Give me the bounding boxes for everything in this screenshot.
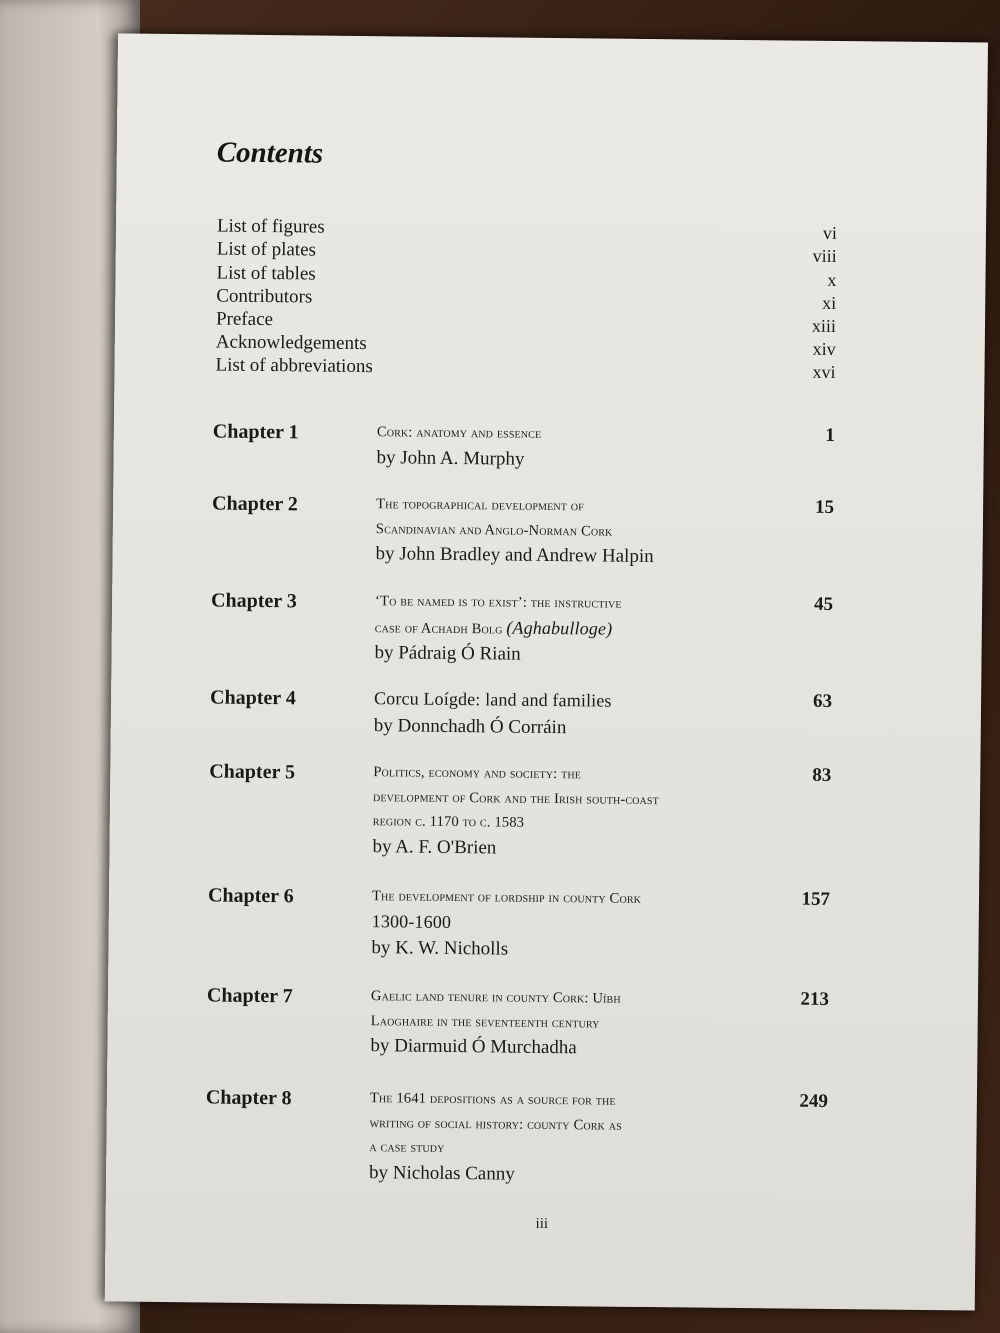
chapter-body xyxy=(374,589,795,669)
chapter-title-line: region c. 1170 to c. 1583 xyxy=(372,813,525,831)
chapter-author: by Diarmuid Ó Murchadha xyxy=(370,1035,577,1059)
chapter-title-text: 1300-1600 xyxy=(371,910,452,932)
chapter-page-number: 63 xyxy=(812,690,833,712)
front-matter-label: Preface xyxy=(215,308,274,331)
chapter-title-italic: (Aghabulloge) xyxy=(506,617,613,639)
chapter-author: by Donnchadh Ó Corráin xyxy=(373,714,567,738)
chapter-title-line: Scandinavian and Anglo-Norman Cork xyxy=(375,520,613,540)
chapter-body xyxy=(376,420,796,474)
chapter-title-line: ‘To be named is to exist’: the instructive xyxy=(375,593,622,612)
chapter-author: by K. W. Nicholls xyxy=(371,937,509,960)
chapter-label: Chapter 8 xyxy=(205,1086,292,1110)
page-title: Contents xyxy=(216,136,324,170)
chapter-page-number: 83 xyxy=(812,764,832,786)
chapter-body xyxy=(372,760,813,863)
page-folio: iii xyxy=(535,1215,549,1233)
chapter-author: by Nicholas Canny xyxy=(369,1161,515,1185)
chapter-body xyxy=(369,1086,790,1189)
chapter-title-line: The 1641 depositions as a source for the xyxy=(369,1090,616,1109)
book-page xyxy=(105,33,988,1310)
chapter-title-line: Politics, economy and society: the xyxy=(373,764,582,783)
front-matter-page: vi xyxy=(822,223,838,244)
chapter-page-number: 15 xyxy=(814,496,835,518)
front-matter-label: List of plates xyxy=(216,238,317,261)
chapter-author: by A. F. O'Brien xyxy=(372,835,497,858)
chapter-title-line: writing of social history: county Cork as xyxy=(369,1114,622,1134)
front-matter-list xyxy=(215,214,837,383)
front-matter-page: x xyxy=(827,269,837,290)
chapter-label: Chapter 6 xyxy=(207,884,294,908)
front-matter-page: xvi xyxy=(812,362,836,383)
chapter-title-text: Corcu Loígde: land and families xyxy=(373,688,612,711)
chapter-author: by Pádraig Ó Riain xyxy=(374,642,521,665)
chapter-entry-1 xyxy=(212,418,835,470)
front-matter-label: Contributors xyxy=(216,285,313,308)
chapter-entry-4 xyxy=(209,684,833,738)
chapter-entry-6 xyxy=(207,882,831,960)
chapter-label: Chapter 2 xyxy=(211,492,298,516)
chapter-title-line: The development of lordship in county Cork xyxy=(371,888,642,907)
front-matter-label: Acknowledgements xyxy=(215,331,367,355)
chapter-entry-5 xyxy=(209,758,832,858)
chapter-page-number: 157 xyxy=(801,888,831,910)
chapter-entry-3 xyxy=(210,587,834,665)
chapter-page-number: 213 xyxy=(800,988,830,1010)
chapter-title-line: The topographical development of xyxy=(376,496,585,515)
front-matter-page: xiv xyxy=(812,338,836,360)
chapter-title-line: Laoghaire in the seventeenth century xyxy=(370,1012,600,1032)
front-matter-label: List of abbreviations xyxy=(215,354,373,378)
chapter-entry-8 xyxy=(205,1084,828,1185)
chapter-body xyxy=(374,686,795,742)
front-matter-page: xi xyxy=(822,292,837,313)
chapter-entry-2 xyxy=(211,490,835,568)
chapter-label: Chapter 4 xyxy=(209,686,296,710)
front-matter-page: viii xyxy=(812,246,837,267)
chapter-title-line: development of Cork and the Irish south-coast xyxy=(372,788,660,808)
chapter-page-number: 249 xyxy=(799,1090,828,1112)
front-matter-label: List of figures xyxy=(216,215,325,238)
chapter-title-line: a case study xyxy=(369,1139,445,1156)
chapter-body xyxy=(375,492,796,570)
chapter-label: Chapter 7 xyxy=(206,984,293,1008)
chapter-title-line: Cork: anatomy and essence xyxy=(376,424,542,442)
chapter-title-line xyxy=(374,686,794,717)
chapter-label: Chapter 1 xyxy=(212,420,299,444)
chapter-page-number: 1 xyxy=(825,424,835,446)
front-matter-page: xiii xyxy=(811,315,837,336)
chapter-author: by John Bradley and Andrew Halpin xyxy=(375,543,654,568)
chapter-page-number: 45 xyxy=(813,593,834,615)
chapter-label: Chapter 5 xyxy=(209,760,296,784)
chapter-body xyxy=(371,884,792,964)
chapter-entry-7 xyxy=(206,982,830,1059)
chapter-body xyxy=(370,984,791,1062)
chapter-title-line: Gaelic land tenure in county Cork: Uíbh xyxy=(370,988,621,1007)
chapter-author: by John A. Murphy xyxy=(376,446,525,470)
front-matter-label: List of tables xyxy=(216,262,316,285)
chapter-title-text: case of Achadh Bolg xyxy=(374,619,503,638)
chapter-label: Chapter 3 xyxy=(210,589,297,613)
